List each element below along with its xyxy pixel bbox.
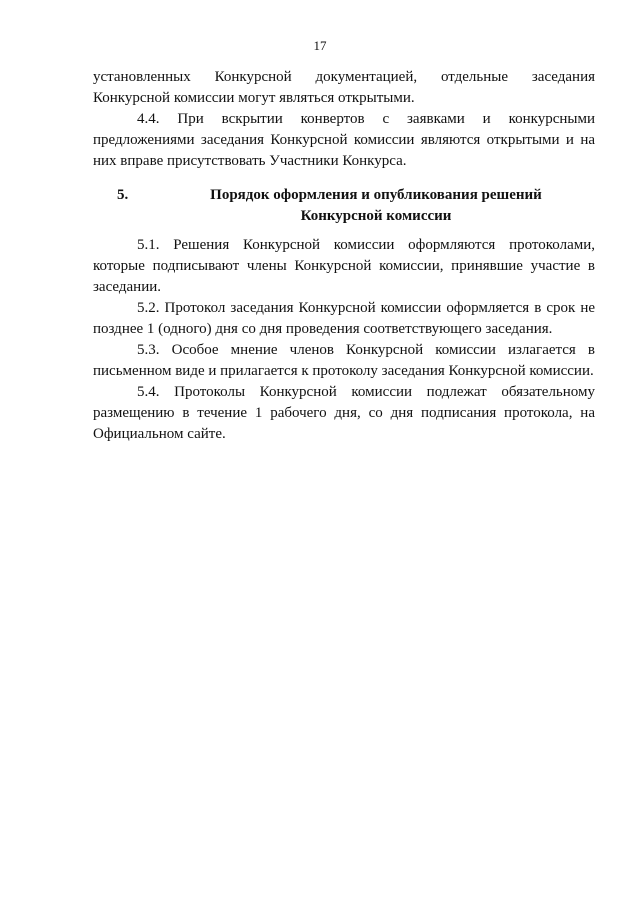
clause-text: Протокол заседания Конкурсной комиссии оформляется в срок не позднее 1 (одного) дня со дня проведения соответствующего заседания.	[93, 300, 596, 337]
clause-text: Решения Конкурсной комиссии оформляются протоколами, которые подписывают члены Конкурсной комиссии, принявшие участие в заседании.	[93, 237, 595, 295]
clause-5-3	[93, 340, 595, 382]
clause-5-2	[93, 298, 595, 340]
section-number: 5.	[117, 187, 129, 203]
clause-5-1	[93, 235, 595, 298]
clause-number: 5.4.	[137, 384, 160, 400]
clause-number: 4.4.	[137, 111, 160, 127]
clause-text: Протоколы Конкурсной комиссии подлежат обязательному размещению в течение 1 рабочего дня, со дня подписания протокола, на Официальном сайте.	[93, 384, 596, 442]
clause-number: 5.2.	[137, 300, 160, 316]
clause-text: Особое мнение членов Конкурсной комиссии излагается в письменном виде и прилагается к протоколу заседания Конкурсной комиссии.	[93, 342, 596, 379]
clause-5-4	[93, 382, 595, 445]
page-number: 17	[313, 38, 327, 53]
section-title: Порядок оформления и опубликования решений Конкурсной комиссии	[210, 187, 542, 224]
clause-number: 5.3.	[137, 342, 160, 358]
paragraph-continuation: установленных Конкурсной документацией, отдельные заседания Конкурсной комиссии могут являться открытыми.	[93, 69, 595, 106]
document-body	[93, 67, 595, 445]
clause-4-4	[93, 109, 595, 172]
section-heading	[93, 185, 595, 227]
clause-text: При вскрытии конвертов с заявками и конкурсными предложениями заседания Конкурсной комиссии являются открытыми и на них вправе присутствовать Участники Конкурса.	[93, 111, 596, 169]
clause-number: 5.1.	[137, 237, 160, 253]
